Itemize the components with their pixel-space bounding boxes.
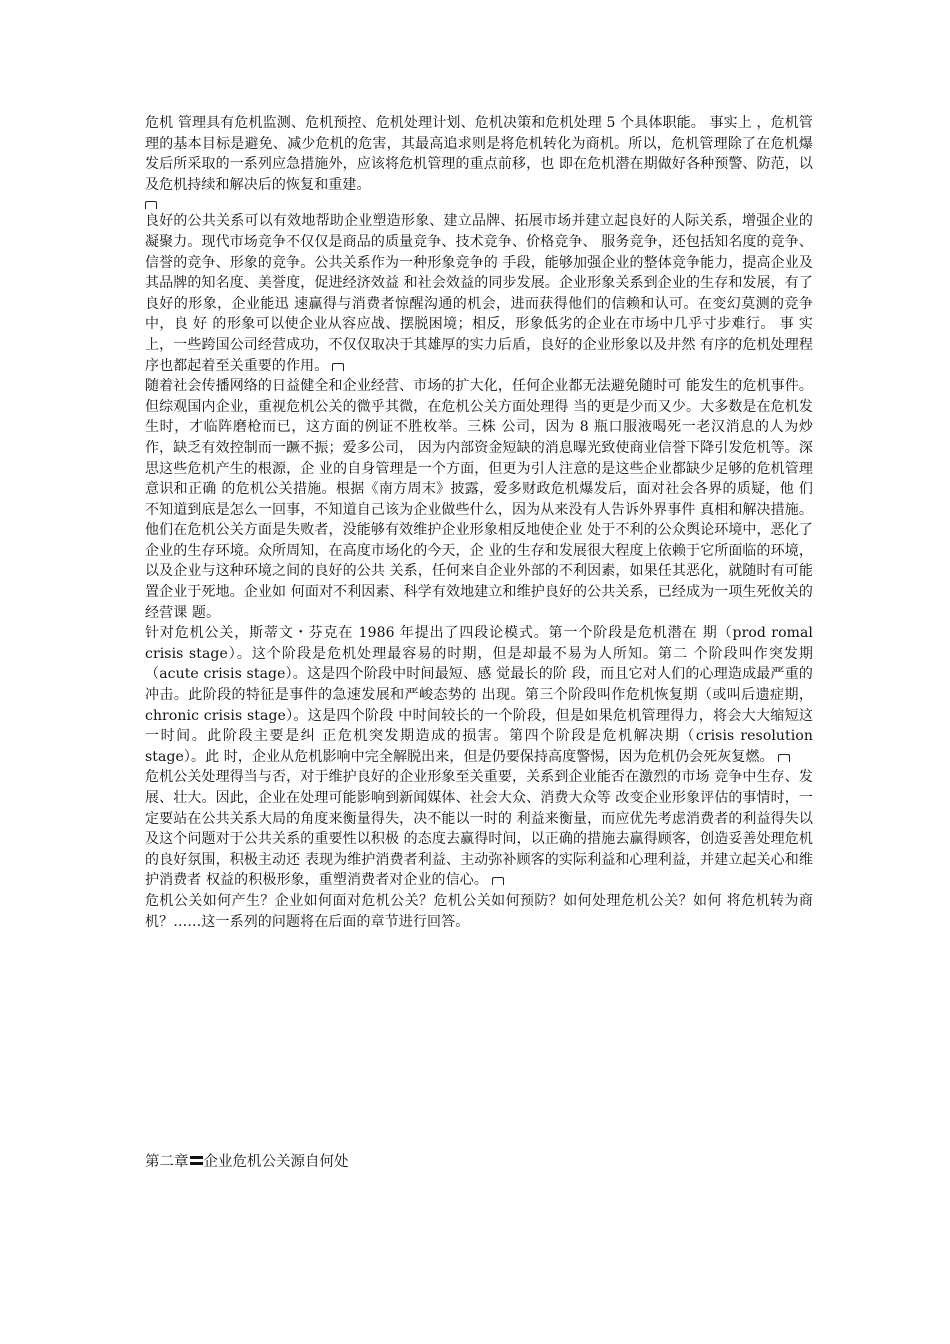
paragraph-2-text: 良好的公共关系可以有效地帮助企业塑造形象、建立品牌、拓展市场并建立起良好的人际关系，增强企业的凝聚力。现代市场竞争不仅仅是商品的质量竞争、技术竞争、价格竞争、 服务竞争，还包括知名度的竞争、信誉的竞争、形象的竞争。公共关系作为一种形象竞争的 手段，能够加强企业的整体竞争能力，提高企业及其品牌的知名度、美誉度，促进经济效益 和社会效益的同步发展。企业形象关系到企业的生存和发展，有了良好的形象，企业能迅 速赢得与消费者惊醒沟通的机会，进而获得他们的信赖和认可。在变幻莫测的竞争中，良 好 的形象可以使企业从容应战、摆脱困境；相反，形象低劣的企业在市场中几乎寸步难行。 事 实上，一些跨国公司经营成功，不仅仅取决于其雄厚的实力后盾，良好的企业形象以及井然 有序的危机处理程序也都起着至关重要的作用。 bbox=[145, 213, 813, 374]
chapter-heading bbox=[145, 1152, 349, 1172]
paragraph-6-text: 危机公关如何产生？企业如何面对危机公关？危机公关如何预防？如何处理危机公关？如何 将危机转为商机？……这一系列的问题将在后面的章节进行回答。 bbox=[145, 892, 813, 930]
paragraph-mark-line bbox=[145, 197, 813, 211]
chapter-title: 企业危机公关源自何处 bbox=[203, 1154, 349, 1170]
paragraph-mark-icon bbox=[778, 754, 790, 762]
paragraph-3-text: 随着社会传播网络的日益健全和企业经营、市场的扩大化，任何企业都无法避免随时可 能发生的危机事件。但综观国内企业，重视危机公关的微乎其微，在危机公关方面处理得 当的更是少而又少。大多数是在危机发生时，才临阵磨枪而已，这方面的例证不胜枚举。三株 公司，因为 8 瓶口服液喝死一老汉消息的人为炒作，缺乏有效控制而一蹶不振；爱多公司， 因为内部资金短缺的消息曝光致使商业信誉下降引发危机等。深思这些危机产生的根源，企 业的自身管理是一个方面，但更为引人注意的是这些企业都缺少足够的危机管理意识和正确 的危机公关措施。根据《南方周末》披露，爱多财政危机爆发后，面对社会各界的质疑，他 们不知道到底是怎么一回事，不知道自己该为企业做些什么，因为从来没有人告诉外界事件 真相和解决措施。他们在危机公关方面是失败者，没能够有效维护企业形象相反地使企业 处于不利的公众舆论环境中，恶化了企业的生存环境。众所周知，在高度市场化的今天，企 业的生存和发展很大程度上依赖于它所面临的环境，以及企业与这种环境之间的良好的公共 关系，任何来自企业外部的不利因素，如果任其恶化，就随时有可能置企业于死地。企业如 何面对不利因素、科学有效地建立和维护良好的公共关系，已经成为一项生死攸关的经营课 题。 bbox=[145, 378, 813, 621]
paragraph-1 bbox=[145, 113, 813, 195]
paragraph-mark-icon bbox=[332, 363, 344, 371]
paragraph-1-text: 危机 管理具有危机监测、危机预控、危机处理计划、危机决策和危机处理 5 个具体职能。 事实上 ，危机管理的基本目标是避免、减少危机的危害，其最高追求则是将危机转化为商机。所以，危机管理除了在危机爆发后所采取的一系列应急措施外，应该将危机管理的重点前移，也 即在危机潜在期做好各种预警、防范，以及危机持续和解决后的恢复和重建。 bbox=[145, 115, 813, 193]
paragraph-4 bbox=[145, 623, 813, 767]
paragraph-3 bbox=[145, 376, 813, 623]
paragraph-2 bbox=[145, 211, 813, 376]
chapter-number: 第二章 bbox=[145, 1154, 189, 1170]
paragraph-6 bbox=[145, 891, 813, 932]
document-body bbox=[145, 113, 813, 932]
paragraph-4-text: 针对危机公关，斯蒂文・芬克在 1986 年提出了四段论模式。第一个阶段是危机潜在 期（prod romal crisis stage）。这个阶段是危机处理最容易的时期，但是却最不易为人所知。第二 个阶段叫作突发期（acute crisis stage）。这是四个阶段中时间最短、感 觉最长的阶 段，而且它对人们的心理造成最严重的冲击。此阶段的特征是事件的急速发展和严峻态势的 出现。第三个阶段叫作危机恢复期（或叫后遗症期，chronic crisis stage）。这是四个阶段 中时间较长的一个阶段，但是如果危机管理得力，将会大大缩短这一时间。此阶段主要是纠 正危机突发期造成的损害。第四个阶段是危机解决期（crisis resolution stage）。此 时，企业从危机影响中完全解脱出来，但是仍要保持高度警惕，因为危机仍会死灰复燃。 bbox=[145, 625, 813, 765]
paragraph-5-text: 危机公关处理得当与否，对于维护良好的企业形象至关重要，关系到企业能否在激烈的市场 竞争中生存、发展、壮大。因此，企业在处理可能影响到新闻媒体、社会大众、消费大众等 改变企业形象评估的事情时，一定要站在公共关系大局的角度来衡量得失，决不能以一时的 利益来衡量，而应优先考虑消费者的利益得失以及这个问题对于公共关系的重要性以积极 的态度去赢得时间，以正确的措施去赢得顾客，创造妥善处理危机的良好氛围，积极主动还 表现为维护消费者利益、主动弥补顾客的实际利益和心理利益，并建立起关心和维护消费者 权益的积极形象，重塑消费者对企业的信心。 bbox=[145, 769, 813, 889]
paragraph-mark-icon bbox=[492, 877, 504, 885]
double-bar-icon bbox=[190, 1156, 203, 1165]
paragraph-mark-icon bbox=[145, 201, 157, 209]
paragraph-5 bbox=[145, 767, 813, 891]
